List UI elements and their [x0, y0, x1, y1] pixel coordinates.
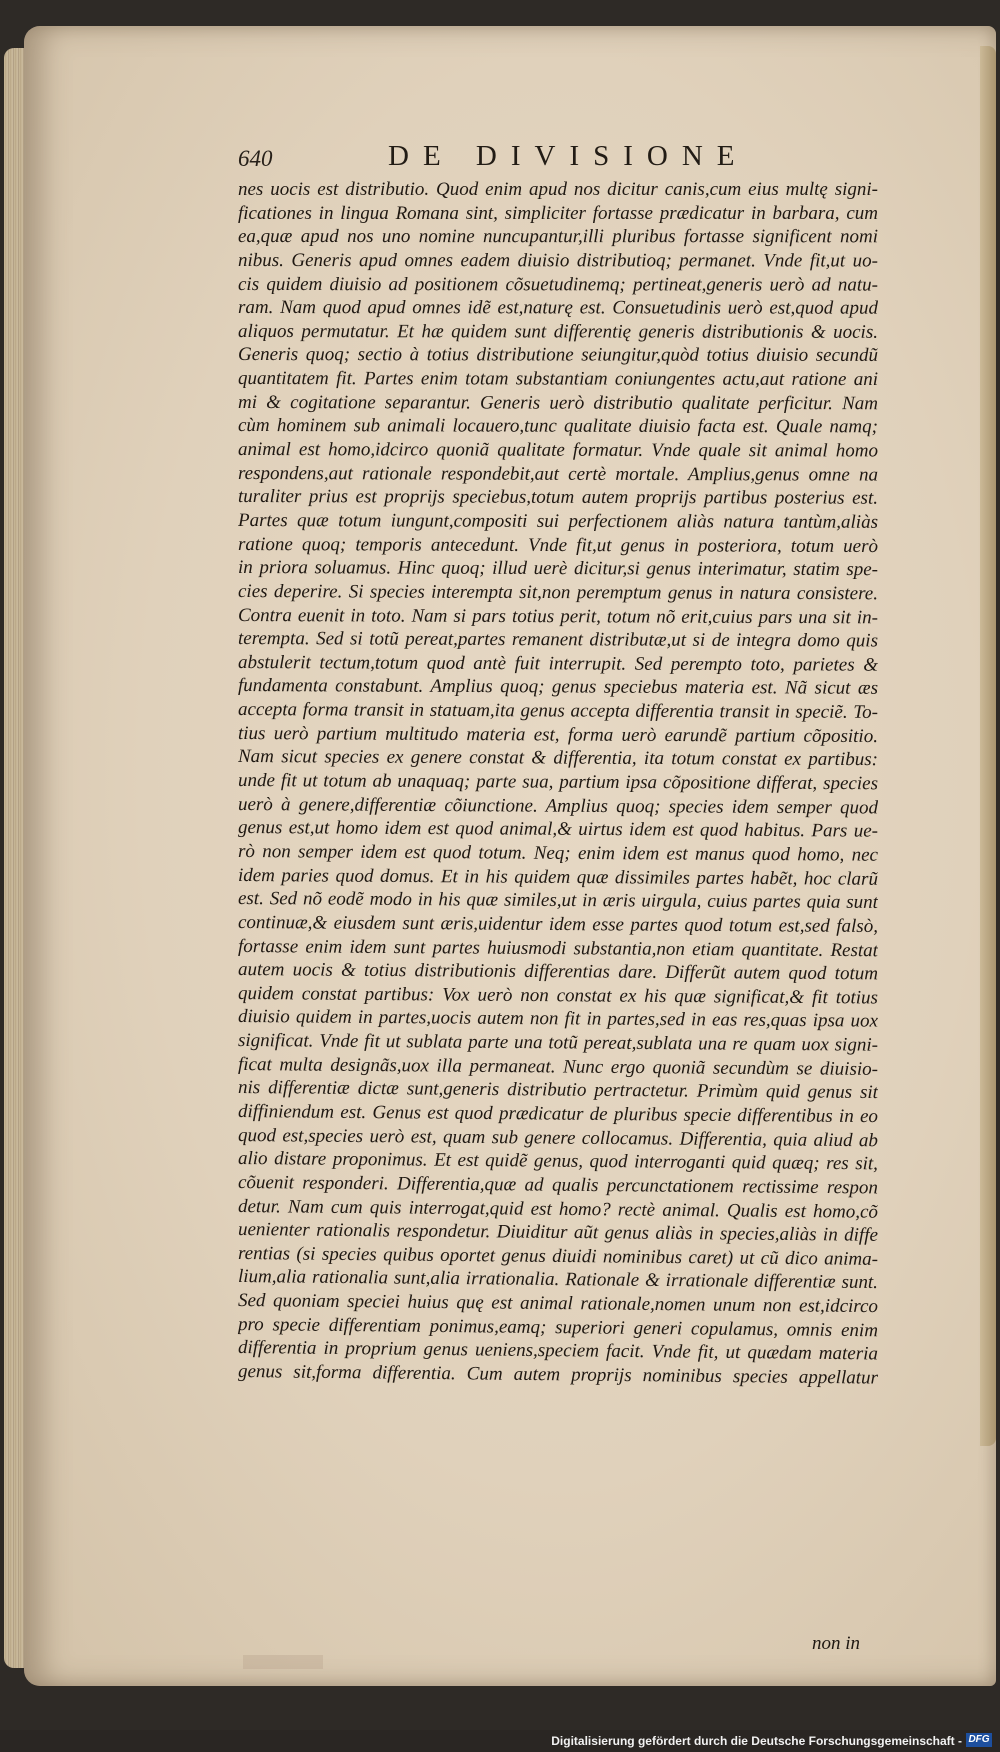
text-line: quidem constat partibus: Vox uerò non constat ex his quæ significat,& fit totius [237, 982, 879, 1009]
text-line: ea,quæ apud nos uno nomine nuncupantur,illi pluribus fortasse significent nomi [237, 226, 879, 248]
page-number: 640 [238, 146, 273, 171]
text-line: terempta. Sed si totũ pereat,partes remanent distributæ,ut si de integra domo quis [237, 628, 879, 652]
text-line: mi & cogitatione separantur. Generis uerò distributio qualitate perficitur. Nam [237, 391, 879, 414]
text-line: respondens,aut rationale respondebit,aut certè mortale. Amplius,genus omne na [237, 462, 879, 486]
text-line: in priora soluamus. Hinc quoq; illud uerè dicitur,si genus interimatur, statim spe- [237, 557, 879, 581]
text-line: animal est homo,idcirco quoniã qualitate formatur. Vnde quale sit animal homo [237, 439, 879, 462]
text-line: quod est,species uerò est, quam sub genere collocamus. Differentia, quia aliud ab [237, 1124, 879, 1151]
text-line: idem paries quod domus. Et in his quidem quæ dissimiles partes habẽt, hoc clarũ [237, 864, 879, 890]
text-line: aliquos permutatur. Et hæ quidem sunt differentię generis distributionis & uocis. [237, 320, 879, 343]
text-line: Generis quoq; sectio à totius distributione seiungitur,quòd totius diuisio secundũ [237, 344, 879, 367]
text-line: genus sit,forma differentia. Cum autem proprijs nominibus species appellatur [237, 1361, 879, 1389]
text-line: nis differentiæ dictæ sunt,generis distributio pertractetur. Primùm quid genus sit [237, 1077, 879, 1104]
body-text [237, 178, 879, 1389]
dfg-logo: DFG [966, 1733, 992, 1747]
text-line: Sed quoniam speciei huius quę est animal rationale,nomen unum non est,idcirco [237, 1290, 879, 1318]
running-title: DE DIVISIONE [388, 140, 749, 172]
running-head [238, 140, 858, 180]
text-line: ficat multa designãs,uox illa permaneat. Nunc ergo quoniã secundùm se diuisio- [237, 1053, 879, 1080]
text-line: nibus. Generis apud omnes eadem diuisio distributioq; permanet. Vnde fit,ut uo- [237, 249, 879, 272]
digitization-credit: Digitalisierung gefördert durch die Deutsche Forschungsgemeinschaft - [551, 1734, 962, 1748]
text-line: unde fit ut totum ab unaquaq; parte sua, partium ipsa cõpositione differat, species [237, 770, 879, 795]
text-line: diffiniendum est. Genus est quod prædicatur de pluribus specie differentibus in eo [237, 1100, 879, 1128]
text-line: pro specie differentiam ponimus,eamq; superiori generi copulamus, omnis enim [237, 1313, 879, 1342]
text-line: fundamenta constabunt. Amplius quoq; genus speciebus materia est. Nã sicut æs [237, 675, 879, 700]
text-line: rò non semper idem est quod totum. Neq; enim idem est manus quod homo, nec [237, 840, 879, 866]
text-line: tius uerò partium multitudo materia est, forma uerò earundẽ partium cõpositio. [237, 722, 879, 747]
text-line: Contra euenit in toto. Nam si pars totius perit, totum nõ erit,cuius pars una sit in- [237, 604, 879, 628]
text-line: uenienter rationalis respondetur. Diuiditur aũt genus aliàs in species,aliàs in diffe [237, 1219, 879, 1246]
page-edge-right [980, 46, 996, 1446]
text-line: alio distare proponimus. Et est quidẽ genus, quod interroganti quid quæq; res sit, [237, 1148, 879, 1175]
faint-mark [243, 1655, 323, 1669]
text-line: continuæ,& eiusdem sunt æris,uidentur idem esse partes quod totum est,sed falsò, [237, 911, 879, 937]
text-line: significat. Vnde fit ut sublata parte una totũ pereat,sublata una re quam uox signi- [237, 1030, 879, 1056]
text-line: ficationes in lingua Romana sint, simpliciter fortasse prædicatur in barbara, cum [237, 202, 879, 224]
text-line: detur. Nam cum quis interrogat,quid est homo? rectè animal. Qualis est homo,cõ [237, 1195, 879, 1223]
text-line: rentias (si species quibus oportet genus diuidi nominibus caret) ut cũ dico anima- [237, 1242, 879, 1270]
text-line: cùm hominem sub animali locauero,tunc qualitate diuisio facta est. Quale namq; [237, 415, 879, 438]
text-line: differentia in proprium genus ueniens,speciem facit. Vnde fit, ut quædam materia [237, 1337, 879, 1365]
text-line: ram. Nam quod apud omnes idẽ est,naturę est. Consuetudinis uerò est,quod apud [237, 297, 879, 319]
text-line: ratione quoq; temporis antecedunt. Vnde fit,ut genus in posteriora, totum uerò [237, 533, 879, 557]
text-line: autem uocis & totius distributionis differentias dare. Differũt autem quod totum [237, 959, 879, 985]
text-line: uerò à genere,differentiæ cõiunctione. Amplius quoq; species idem semper quod [237, 793, 879, 819]
text-line: lium,alia rationalia sunt,alia irrationalia. Rationale & irrationale differentiæ sunt. [237, 1266, 879, 1294]
text-line: diuisio quidem in partes,uocis autem non fit in partes,sed in eas res,quas ipsa uox [237, 1006, 879, 1033]
text-line: Nam sicut species ex genere constat & differentia, ita totum constat ex partibus: [237, 746, 879, 771]
text-line: turaliter prius est proprijs speciebus,totum autem proprijs partibus posterius est. [237, 486, 879, 510]
catchword: non in [812, 1633, 861, 1654]
text-line: cis quidem diuisio ad positionem cõsuetudinemq; pertineat,generis uerò ad natu- [237, 273, 879, 296]
text-line: est. Sed nõ eodẽ modo in his quæ similes,ut in æris uirgula, cuius partes quia sunt [237, 888, 879, 914]
text-line: abstulerit tectum,totum quod antè fuit interrupit. Sed perempto toto, parietes & [237, 651, 879, 676]
text-line: cies deperire. Si species interempta sit,non peremptum genus in natura consistere. [237, 580, 879, 605]
text-line: Partes quæ totum iungunt,compositi sui perfectionem aliàs natura tantùm,aliàs [237, 509, 879, 533]
text-line: genus est,ut homo idem est quod animal,& uirtus idem est quod habitus. Pars ue- [237, 817, 879, 842]
text-line: fortasse enim idem sunt partes huiusmodi substantia,non etiam quantitate. Restat [237, 935, 879, 961]
text-line: accepta forma transit in statuam,ita genus accepta differentia transit in speciẽ. To- [237, 699, 879, 723]
text-line: cõuenit responderi. Differentia,quæ ad qualis percunctationem rectissime respon [237, 1171, 879, 1199]
text-line: nes uocis est distributio. Quod enim apud nos dicitur canis,cum eius multę signi- [238, 179, 878, 200]
text-line: quantitatem fit. Partes enim totam substantiam coniungentes actu,aut ratione ani [237, 368, 879, 391]
